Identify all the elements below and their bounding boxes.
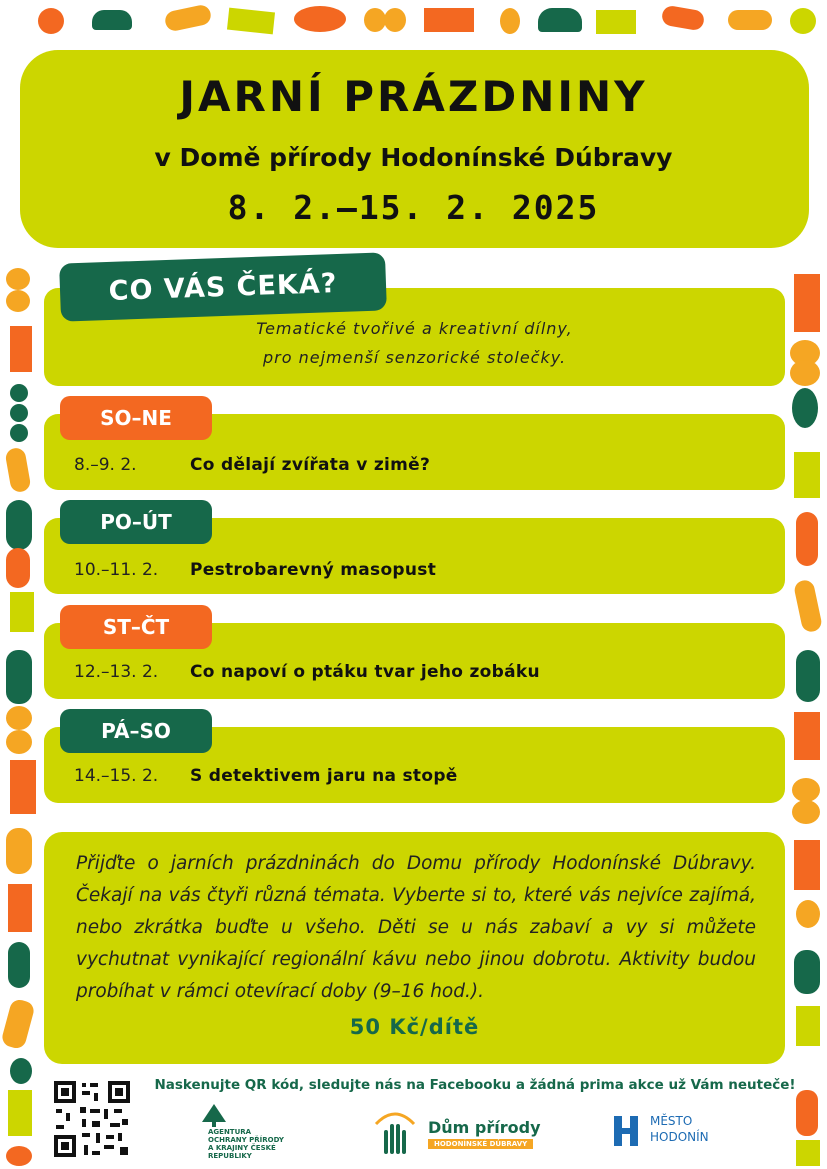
schedule-date: 8.–9. 2. [74, 455, 137, 475]
description-text: Přijďte o jarních prázdninách do Domu přírody Hodonínské Dúbravy. Čekají na vás čtyři různá témata. Vyberte si to, které vás nejvíce zajímá, nebo zkrátka buďte u všeho. Děti se u nás zabaví a vy si můžete vychutnat vynikající regionální kávu nebo jinou dobrotu. Aktivity budou probíhat v rámci otevírací doby (9–16 hod.). [76, 853, 756, 1002]
footer-message: Naskenujte QR kód, sledujte nás na Facebooku a žádná prima akce už Vám neuteče! [154, 1077, 796, 1093]
schedule-date: 14.–15. 2. [74, 766, 159, 786]
price-label: 50 Kč/dítě [349, 1015, 480, 1039]
dum-name: Dům přírody [428, 1118, 541, 1137]
tree-icon [194, 1102, 234, 1128]
aopk-name: AGENTURA OCHRANY PŘÍRODY A KRAJINY ČESKÉ REPUBLIKY [208, 1128, 284, 1160]
schedule-day-tag: SO–NE [60, 396, 212, 440]
qr-code-icon[interactable] [52, 1079, 132, 1159]
intro-heading: CO VÁS ČEKÁ? [59, 252, 387, 321]
intro-line-1: Tematické tvořivé a kreativní dílny, [256, 319, 573, 338]
h-emblem-icon [612, 1114, 640, 1148]
schedule-day-tag: PÁ–SO [60, 709, 212, 753]
schedule-day-tag: ST–ČT [60, 605, 212, 649]
dum-subtitle: HODONÍNSKÉ DÚBRAVY [428, 1139, 533, 1149]
schedule-title: Co napoví o ptáku tvar jeho zobáku [190, 662, 540, 682]
hand-icon [372, 1108, 418, 1154]
intro-line-2: pro nejmenší senzorické stolečky. [262, 348, 567, 367]
page-title: JARNÍ PRÁZDNINY [179, 72, 648, 121]
dum-prirody-logo [372, 1108, 542, 1158]
schedule-title: Pestrobarevný masopust [190, 560, 437, 580]
page-subtitle: v Domě přírody Hodonínské Dúbravy [154, 143, 673, 172]
schedule-day-tag: PO–ÚT [60, 500, 212, 544]
mesto-line-2: HODONÍN [650, 1130, 709, 1144]
mesto-hodonin-logo [612, 1112, 742, 1152]
aopk-logo [188, 1102, 288, 1162]
schedule-title: S detektivem jaru na stopě [190, 766, 458, 786]
event-dates: 8. 2.–15. 2. 2025 [227, 188, 600, 227]
schedule-date: 12.–13. 2. [74, 662, 159, 682]
mesto-line-1: MĚSTO [650, 1114, 693, 1128]
schedule-title: Co dělají zvířata v zimě? [190, 455, 431, 475]
schedule-date: 10.–11. 2. [74, 560, 159, 580]
